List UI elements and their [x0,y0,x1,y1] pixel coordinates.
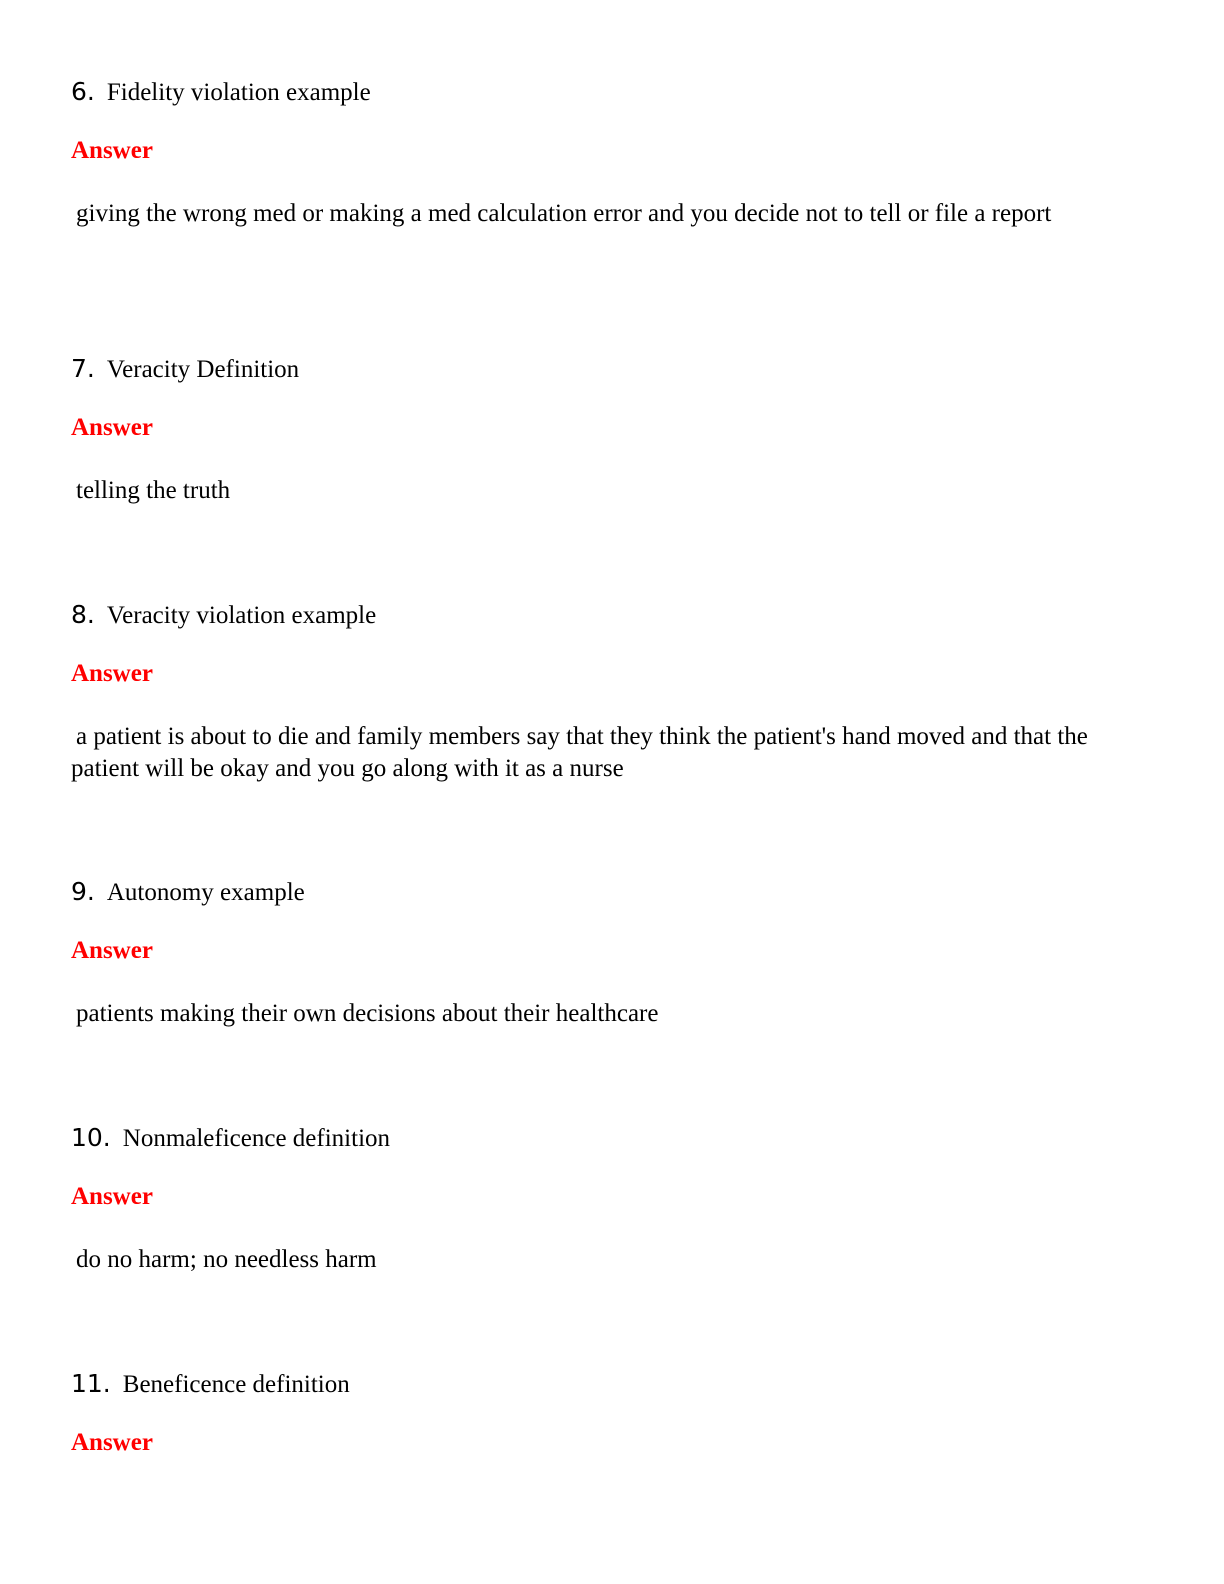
answer-label: Answer [71,1429,153,1456]
question-number: 6. [71,77,95,106]
question-text: Nonmaleficence definition [122,1125,391,1152]
question-text: Veracity Definition [106,356,300,383]
question-heading [71,595,376,635]
question-number: 9. [71,877,95,906]
answer-label: Answer [71,937,153,964]
question-text: Fidelity violation example [106,79,371,106]
question-text: Veracity violation example [106,602,377,629]
answer-label: Answer [71,137,153,164]
answer-label: Answer [71,1183,153,1210]
question-number: 11. [71,1369,111,1398]
question-text: Autonomy example [106,879,305,906]
question-heading [71,72,371,112]
answer-label: Answer [71,414,153,441]
answer-text: a patient is about to die and family members say that they think the patient's hand moved and that the patient will be okay and you go along with it as a nurse [71,723,1088,782]
answer-text: giving the wrong med or making a med calculation error and you decide not to tell or file a report [76,200,1052,227]
question-heading [71,349,299,389]
question-number: 8. [71,600,95,629]
answer-label: Answer [71,660,153,687]
question-heading [71,872,305,912]
answer-text: do no harm; no needless harm [76,1246,377,1273]
question-heading [71,1118,390,1158]
answer-text: telling the truth [76,477,231,504]
question-number: 7. [71,354,95,383]
question-heading [71,1364,350,1404]
question-text: Beneficence definition [122,1371,350,1398]
answer-text: patients making their own decisions about their healthcare [76,1000,659,1027]
question-number: 10. [71,1123,111,1152]
